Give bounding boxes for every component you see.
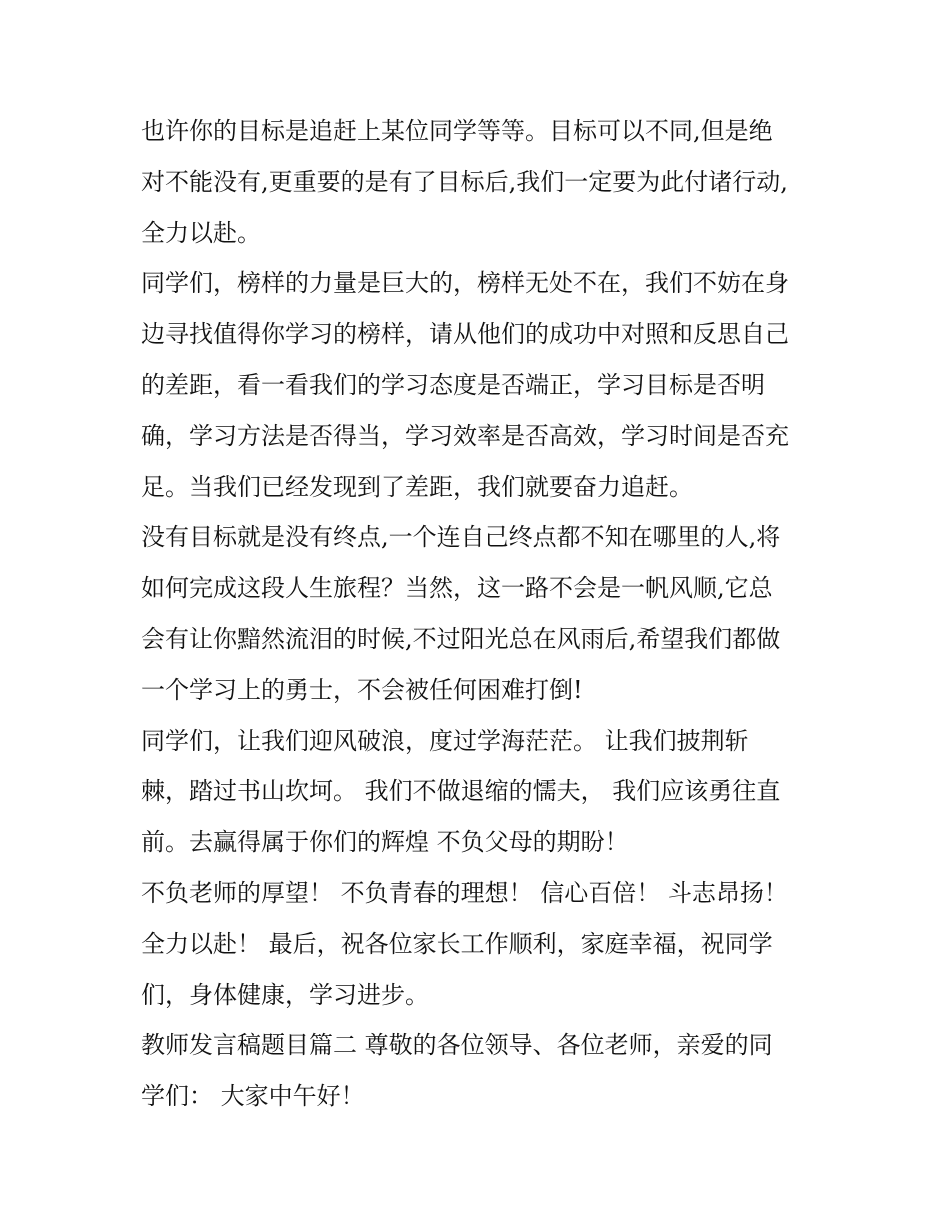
text-line: 们，身体健康，学习进步。 [141, 980, 429, 1009]
text-line: 全力以赴。 [141, 218, 261, 247]
text-line: 边寻找值得你学习的榜样，请从他们的成功中对照和反思自己 [141, 320, 789, 349]
document-body [141, 106, 821, 1122]
text-line: 也许你的目标是追赶上某位同学等等。目标可以不同,但是绝 [141, 117, 773, 145]
text-line: 全力以赴！ 最后，祝各位家长工作顺利，家庭幸福，祝同学 [141, 929, 773, 958]
text-line: 会有让你黯然流泪的时候,不过阳光总在风雨后,希望我们都做 [141, 624, 781, 653]
text-line: 学们： 大家中午好！ [141, 1082, 365, 1111]
text-line: 不负老师的厚望！ 不负青春的理想！ 信心百倍！ 斗志昂扬！ [141, 878, 788, 907]
text-line: 棘，踏过书山坎坷。 我们不做退缩的懦夫， 我们应该勇往直 [141, 777, 781, 806]
text-line: 对不能没有,更重要的是有了目标后,我们一定要为此付诸行动, [141, 167, 788, 196]
text-line: 的差距，看一看我们的学习态度是否端正，学习目标是否明 [141, 370, 765, 399]
text-line: 同学们，榜样的力量是巨大的，榜样无处不在，我们不妨在身 [141, 269, 789, 298]
text-line: 确，学习方法是否得当，学习效率是否高效，学习时间是否充 [141, 421, 789, 450]
text-line: 没有目标就是没有终点,一个连自己终点都不知在哪里的人,将 [141, 523, 781, 552]
text-line: 一个学习上的勇士，不会被任何困难打倒! [141, 675, 583, 704]
text-line: 教师发言稿题目篇二 尊敬的各位领导、各位老师，亲爱的同 [141, 1031, 773, 1060]
text-line: 前。去赢得属于你们的辉煌 不负父母的期盼！ [141, 828, 629, 857]
text-line: 如何完成这段人生旅程？当然，这一路不会是一帆风顺,它总 [141, 574, 773, 603]
text-line: 同学们，让我们迎风破浪，度过学海茫茫。 让我们披荆斩 [141, 726, 749, 755]
text-line: 足。当我们已经发现到了差距，我们就要奋力追赶。 [141, 472, 693, 501]
